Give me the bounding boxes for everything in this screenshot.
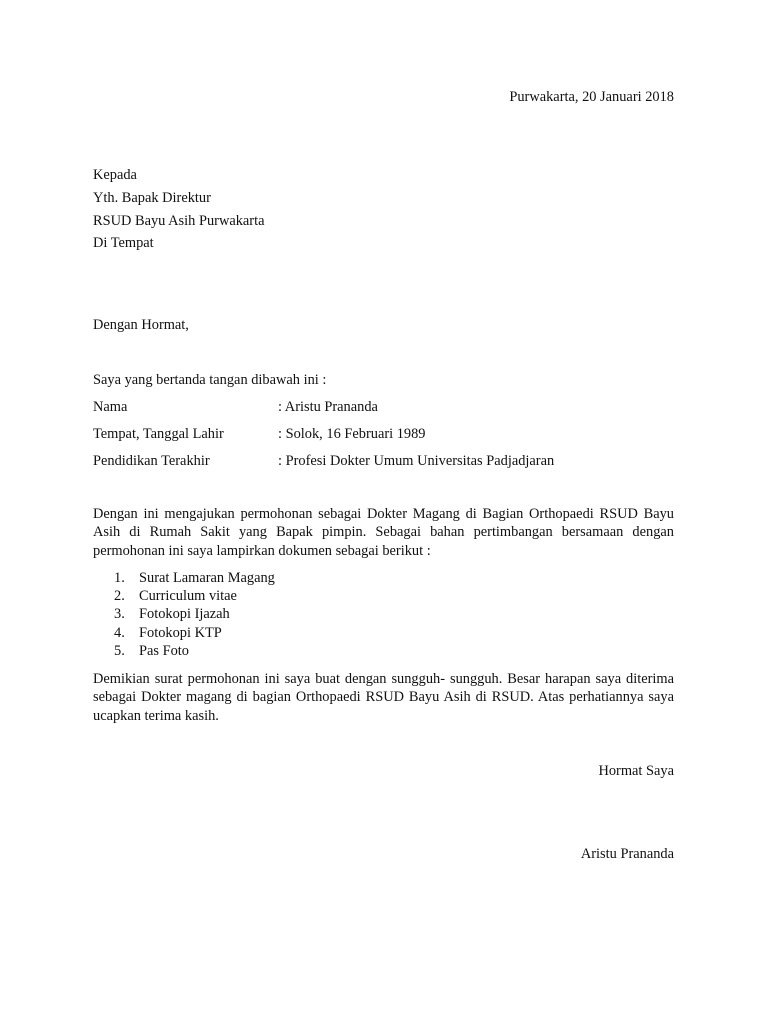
identity-value: : Solok, 16 Februari 1989 [278, 426, 426, 442]
recipient-line: Kepada [93, 167, 137, 183]
place-date: Purwakarta, 20 Januari 2018 [509, 89, 674, 105]
identity-label: Tempat, Tanggal Lahir [93, 426, 224, 442]
list-number: 4. [114, 624, 125, 641]
body-paragraph: Dengan ini mengajukan permohonan sebagai Dokter Magang di Bagian Orthopaedi RSUD Bayu Asih di Rumah Sakit yang Bapak pimpin. Sebagai bahan pertimbangan bersamaan dengan permohonan ini saya lampirkan dokumen sebagai berikut : [93, 506, 674, 559]
signature-name: Aristu Prananda [580, 846, 674, 862]
attachment-list [93, 569, 493, 660]
list-item [93, 605, 493, 623]
intro-line: Saya yang bertanda tangan dibawah ini : [93, 372, 327, 388]
list-item [93, 642, 493, 660]
recipient-line: Di Tempat [93, 235, 154, 251]
list-item [93, 569, 493, 587]
list-text: Curriculum vitae [139, 588, 237, 605]
closing-paragraph: Demikian surat permohonan ini saya buat dengan sungguh- sungguh. Besar harapan saya diterima sebagai Dokter magang di bagian Orthopaedi RSUD Bayu Asih di RSUD. Atas perhatiannya saya ucapkan terima kasih. [93, 671, 674, 724]
identity-label: Nama [93, 399, 128, 415]
list-number: 3. [114, 606, 125, 623]
closing: Hormat Saya [598, 763, 674, 779]
identity-label: Pendidikan Terakhir [93, 453, 210, 469]
list-number: 2. [114, 588, 125, 605]
identity-value: : Profesi Dokter Umum Universitas Padjadjaran [278, 453, 555, 469]
list-text: Fotokopi KTP [139, 624, 222, 641]
list-text: Fotokopi Ijazah [139, 606, 230, 623]
list-text: Surat Lamaran Magang [139, 570, 275, 586]
recipient-line: RSUD Bayu Asih Purwakarta [93, 213, 265, 229]
list-number: 5. [114, 642, 125, 659]
list-text: Pas Foto [139, 642, 189, 659]
salutation: Dengan Hormat, [93, 317, 189, 333]
list-item [93, 624, 493, 642]
identity-value: : Aristu Prananda [278, 399, 378, 415]
list-item [93, 587, 493, 605]
recipient-line: Yth. Bapak Direktur [93, 190, 211, 206]
list-number: 1. [114, 570, 125, 586]
